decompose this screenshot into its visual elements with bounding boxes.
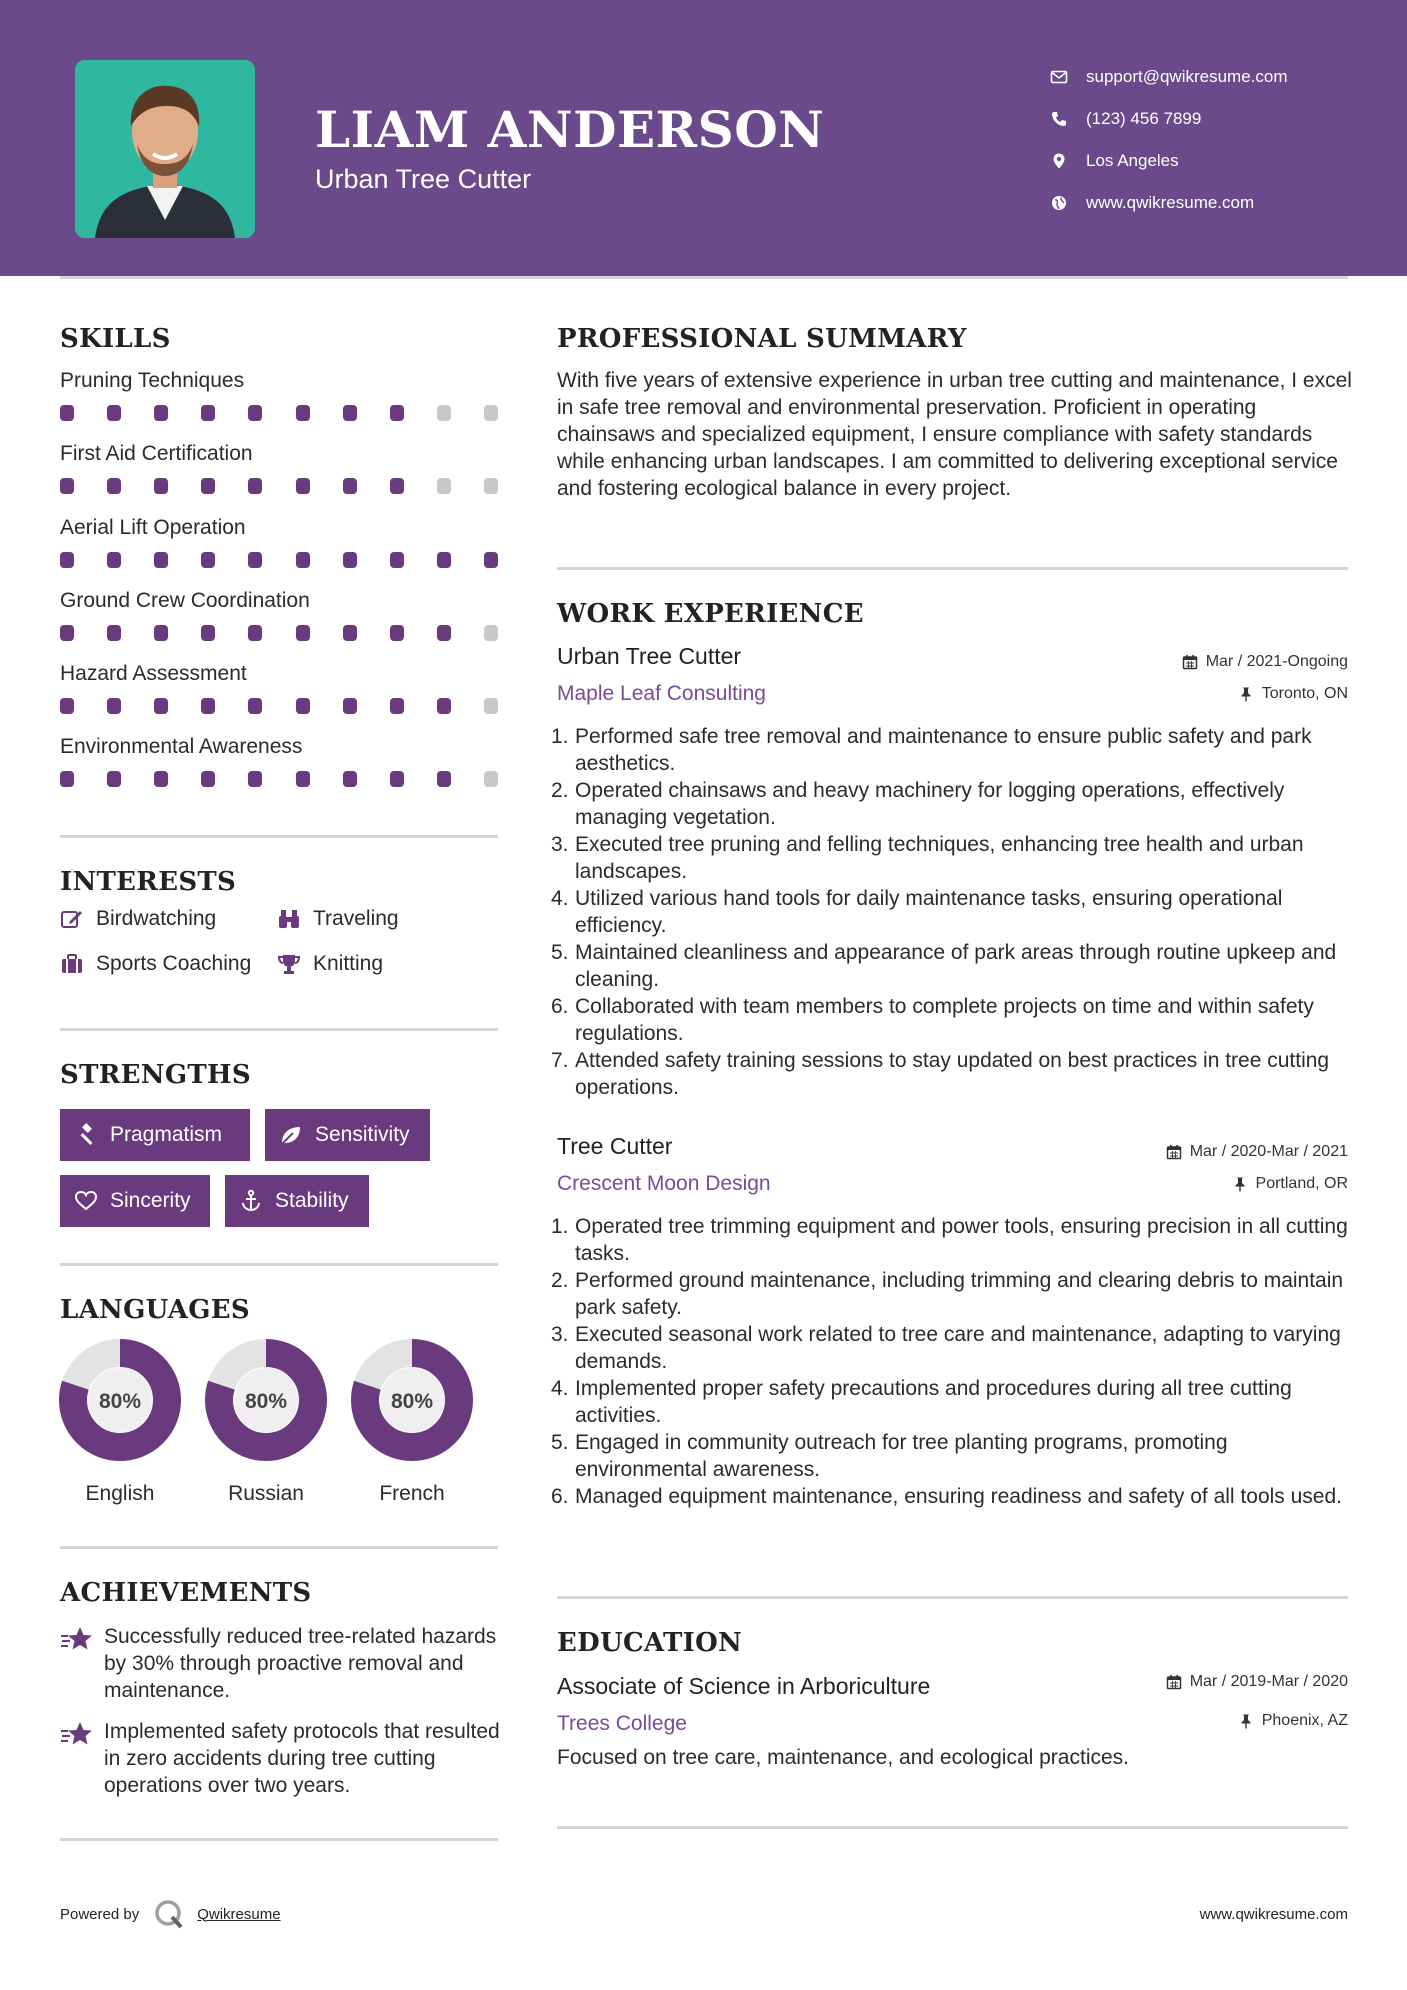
job-title: Tree Cutter	[557, 1133, 673, 1159]
job-title: Urban Tree Cutter	[557, 643, 742, 669]
duty-number: 2.	[551, 779, 569, 802]
skill-rating	[60, 625, 498, 641]
skill-label: Hazard Assessment	[60, 662, 247, 685]
location-pin-icon	[1050, 152, 1068, 170]
contact-email[interactable]	[1050, 56, 1288, 98]
skill-rating-dot	[201, 552, 215, 568]
skill-rating-dot	[248, 771, 262, 787]
skill-rating-dot	[248, 625, 262, 641]
binoculars-icon	[277, 908, 301, 930]
duty-text: Operated chainsaws and heavy machinery for logging operations, effectively managing vegetation.	[575, 779, 1285, 829]
language-percent: 80%	[390, 1390, 434, 1413]
candidate-name: LIAM ANDERSON	[315, 100, 825, 159]
achievement-text: Successfully reduced tree-related hazards by 30% through proactive removal and maintenance.	[104, 1625, 497, 1702]
strength-badge	[60, 1175, 210, 1227]
skill-rating-dot	[437, 625, 451, 641]
interests-divider	[60, 1028, 498, 1031]
language-proficiency-ring	[59, 1339, 181, 1461]
calendar-icon	[1166, 1144, 1182, 1160]
profile-photo	[75, 60, 255, 238]
duty-number: 6.	[551, 995, 569, 1018]
qwikresume-link[interactable]: Qwikresume	[197, 1905, 281, 1923]
duty-item	[551, 885, 1357, 939]
duty-text: Executed seasonal work related to tree care and maintenance, adapting to varying demands.	[575, 1323, 1341, 1373]
avatar	[75, 60, 255, 238]
language-item	[351, 1339, 473, 1506]
achievement-item	[60, 1718, 510, 1799]
interest-label: Sports Coaching	[96, 952, 252, 975]
job-company: Crescent Moon Design	[557, 1172, 771, 1195]
job-duties	[551, 723, 1357, 1101]
interest-label: Birdwatching	[96, 907, 217, 930]
skill-rating-dot	[154, 405, 168, 421]
calendar-icon	[1182, 654, 1198, 670]
education-location	[1238, 1712, 1348, 1730]
pushpin-icon	[1232, 1176, 1248, 1192]
contact-location-text: Los Angeles	[1086, 151, 1179, 170]
skills-heading: SKILLS	[60, 324, 171, 354]
language-item	[205, 1339, 327, 1506]
skill-rating-dot	[154, 771, 168, 787]
footer-website[interactable]: www.qwikresume.com	[1199, 1906, 1348, 1923]
skill-item	[60, 369, 500, 421]
star-icon	[60, 1625, 94, 1655]
strength-label: Sensitivity	[315, 1123, 410, 1146]
languages-divider	[60, 1546, 498, 1549]
skill-rating-dot	[437, 405, 451, 421]
education-description: Focused on tree care, maintenance, and ecological practices.	[557, 1746, 1129, 1769]
duty-text: Collaborated with team members to complete projects on time and within safety regulations.	[575, 995, 1314, 1045]
achievement-text: Implemented safety protocols that resulted in zero accidents during tree cutting operations over two years.	[104, 1720, 500, 1797]
skill-rating-dot	[390, 405, 404, 421]
job-location-text: Portland, OR	[1255, 1175, 1348, 1192]
duty-text: Implemented proper safety precautions and procedures during all tree cutting activities.	[575, 1377, 1292, 1427]
duty-number: 5.	[551, 941, 569, 964]
skill-rating-dot	[343, 698, 357, 714]
skill-rating-dot	[154, 552, 168, 568]
duty-number: 2.	[551, 1269, 569, 1292]
duty-item	[551, 777, 1357, 831]
contact-website[interactable]	[1050, 182, 1288, 224]
skill-rating	[60, 478, 498, 494]
skill-rating-dot	[343, 625, 357, 641]
skill-rating-dot	[107, 698, 121, 714]
skill-rating-dot	[343, 405, 357, 421]
job-location-text: Toronto, ON	[1261, 685, 1348, 702]
interest-item	[60, 907, 216, 931]
skill-rating-dot	[390, 698, 404, 714]
pushpin-icon	[1238, 686, 1254, 702]
skill-rating-dot	[154, 478, 168, 494]
duty-item	[551, 1213, 1357, 1267]
briefcase-icon	[60, 953, 84, 975]
education-school: Trees College	[557, 1712, 687, 1735]
education-divider	[557, 1826, 1348, 1829]
summary-text: With five years of extensive experience in urban tree cutting and maintenance, I excel in safe tree removal and environmental preservation. Proficient in operating chainsaws and specialized equipment, I ensure compliance with safety standards while enhancing urban landscapes. I am committed to delivering exceptional service and fostering ecological balance in every project.	[557, 369, 1352, 500]
duty-item	[551, 831, 1357, 885]
skill-rating-dot	[60, 478, 74, 494]
duty-text: Performed ground maintenance, including trimming and clearing debris to maintain park safety.	[575, 1269, 1344, 1319]
duty-item	[551, 1267, 1357, 1321]
globe-icon	[1050, 194, 1068, 212]
header-banner	[0, 0, 1407, 276]
experience-heading: WORK EXPERIENCE	[557, 599, 864, 629]
duty-text: Maintained cleanliness and appearance of park areas through routine upkeep and cleaning.	[575, 941, 1337, 991]
contact-website-text: www.qwikresume.com	[1086, 193, 1255, 212]
duty-number: 4.	[551, 887, 569, 910]
skill-rating-dot	[107, 771, 121, 787]
skill-rating-dot	[248, 552, 262, 568]
skill-label: Pruning Techniques	[60, 369, 245, 392]
education-date-text: Mar / 2019-Mar / 2020	[1189, 1673, 1348, 1690]
job-location	[1238, 685, 1348, 703]
strengths-divider	[60, 1263, 498, 1266]
language-item	[59, 1339, 181, 1506]
languages-heading: LANGUAGES	[60, 1295, 250, 1325]
skill-rating-dot	[296, 478, 310, 494]
duty-number: 6.	[551, 1485, 569, 1508]
skill-rating-dot	[390, 771, 404, 787]
skill-rating-dot	[60, 771, 74, 787]
skill-rating-dot	[248, 698, 262, 714]
strength-label: Pragmatism	[110, 1123, 223, 1146]
duty-number: 1.	[551, 725, 569, 748]
job-date	[1166, 1143, 1348, 1161]
skill-rating-dot	[107, 625, 121, 641]
language-name: Russian	[228, 1482, 304, 1505]
duty-text: Operated tree trimming equipment and power tools, ensuring precision in all cutting tasks.	[575, 1215, 1348, 1265]
skill-label: Environmental Awareness	[60, 735, 303, 758]
skill-rating-dot	[296, 552, 310, 568]
education-location-text: Phoenix, AZ	[1261, 1712, 1348, 1729]
language-name: French	[379, 1482, 445, 1505]
trophy-icon	[277, 953, 301, 975]
education-date	[1166, 1673, 1348, 1691]
leaf-icon	[279, 1123, 303, 1147]
contact-email-text: support@qwikresume.com	[1086, 67, 1288, 86]
skill-rating-dot	[201, 771, 215, 787]
skill-rating-dot	[248, 478, 262, 494]
duty-text: Managed equipment maintenance, ensuring readiness and safety of all tools used.	[575, 1485, 1342, 1508]
duty-item	[551, 939, 1357, 993]
skill-rating-dot	[343, 552, 357, 568]
gavel-icon	[74, 1123, 98, 1147]
job-company: Maple Leaf Consulting	[557, 682, 766, 705]
skill-rating	[60, 552, 498, 568]
contact-list	[1050, 56, 1288, 224]
skill-rating-dot	[390, 552, 404, 568]
duty-item	[551, 1375, 1357, 1429]
skill-label: Aerial Lift Operation	[60, 516, 246, 539]
skill-rating-dot	[154, 625, 168, 641]
skill-rating-dot	[154, 698, 168, 714]
skill-item	[60, 662, 500, 714]
skill-rating-dot	[484, 478, 498, 494]
language-percent: 80%	[244, 1390, 288, 1413]
skill-item	[60, 589, 500, 641]
duty-text: Performed safe tree removal and maintenance to ensure public safety and park aesthetics.	[575, 725, 1312, 775]
footer-powered-by	[60, 1898, 281, 1930]
strengths-heading: STRENGTHS	[60, 1060, 251, 1090]
duty-item	[551, 1483, 1357, 1510]
pencil-square-icon	[60, 908, 84, 930]
strength-label: Stability	[275, 1189, 349, 1212]
summary-divider	[557, 567, 1348, 570]
duty-number: 1.	[551, 1215, 569, 1238]
skill-rating-dot	[437, 478, 451, 494]
skill-rating-dot	[484, 698, 498, 714]
skill-rating-dot	[390, 625, 404, 641]
skill-rating-dot	[107, 478, 121, 494]
envelope-icon	[1050, 68, 1068, 86]
skill-rating-dot	[60, 625, 74, 641]
skill-rating-dot	[201, 625, 215, 641]
duty-text: Attended safety training sessions to stay updated on best practices in tree cutting operations.	[575, 1049, 1330, 1099]
achievements-divider	[60, 1838, 498, 1841]
skill-item	[60, 442, 500, 494]
skill-rating-dot	[248, 405, 262, 421]
duty-text: Engaged in community outreach for tree planting programs, promoting environmental awareness.	[575, 1431, 1228, 1481]
education-degree: Associate of Science in Arboriculture	[557, 1673, 931, 1699]
strength-badge	[265, 1109, 430, 1161]
summary-heading: PROFESSIONAL SUMMARY	[557, 324, 967, 354]
contact-location	[1050, 140, 1288, 182]
duty-number: 5.	[551, 1431, 569, 1454]
job-duties	[551, 1213, 1357, 1510]
duty-item	[551, 1321, 1357, 1375]
strength-label: Sincerity	[110, 1189, 191, 1212]
job-date	[1182, 653, 1348, 671]
pushpin-icon	[1238, 1713, 1254, 1729]
job-location	[1232, 1175, 1348, 1193]
strength-badge	[60, 1109, 250, 1161]
skill-item	[60, 735, 500, 787]
skill-rating-dot	[107, 405, 121, 421]
skill-rating-dot	[60, 552, 74, 568]
duty-number: 4.	[551, 1377, 569, 1400]
skill-rating-dot	[484, 405, 498, 421]
powered-by-text: Powered by	[60, 1905, 140, 1923]
achievement-item	[60, 1623, 510, 1704]
skill-rating-dot	[296, 625, 310, 641]
interest-item	[60, 952, 251, 976]
calendar-icon	[1166, 1674, 1182, 1690]
duty-item	[551, 723, 1357, 777]
candidate-role: Urban Tree Cutter	[315, 164, 532, 194]
skill-rating	[60, 405, 498, 421]
skill-item	[60, 516, 500, 568]
contact-phone[interactable]	[1050, 98, 1288, 140]
phone-icon	[1050, 110, 1068, 128]
skill-rating-dot	[201, 478, 215, 494]
skill-rating-dot	[107, 552, 121, 568]
star-icon	[60, 1720, 94, 1750]
duty-text: Utilized various hand tools for daily maintenance tasks, ensuring operational efficiency.	[575, 887, 1283, 937]
skill-rating-dot	[296, 698, 310, 714]
skill-rating-dot	[484, 552, 498, 568]
anchor-icon	[239, 1189, 263, 1213]
duty-item	[551, 993, 1357, 1047]
skill-rating-dot	[437, 771, 451, 787]
language-proficiency-ring	[351, 1339, 473, 1461]
skill-rating-dot	[201, 405, 215, 421]
strength-badge	[225, 1175, 369, 1227]
skills-divider	[60, 835, 498, 838]
interests-heading: INTERESTS	[60, 867, 237, 897]
language-percent: 80%	[98, 1390, 142, 1413]
duty-number: 7.	[551, 1049, 569, 1072]
header-divider	[60, 276, 1348, 279]
duty-number: 3.	[551, 833, 569, 856]
duty-number: 3.	[551, 1323, 569, 1346]
skill-rating-dot	[390, 478, 404, 494]
job-date-text: Mar / 2021-Ongoing	[1205, 653, 1348, 670]
interest-label: Knitting	[313, 952, 384, 975]
interest-item	[277, 952, 383, 976]
skill-rating-dot	[343, 771, 357, 787]
skill-label: Ground Crew Coordination	[60, 589, 310, 612]
qwikresume-logo-icon	[153, 1898, 185, 1930]
experience-divider	[557, 1596, 1348, 1599]
skill-rating-dot	[296, 771, 310, 787]
skill-rating-dot	[343, 478, 357, 494]
contact-phone-text: (123) 456 7899	[1086, 109, 1202, 128]
skill-rating-dot	[484, 771, 498, 787]
skill-rating-dot	[296, 405, 310, 421]
skill-rating-dot	[60, 698, 74, 714]
language-name: English	[85, 1482, 155, 1505]
education-heading: EDUCATION	[557, 1628, 743, 1658]
skill-rating-dot	[201, 698, 215, 714]
duty-item	[551, 1429, 1357, 1483]
skill-label: First Aid Certification	[60, 442, 253, 465]
heart-icon	[74, 1189, 98, 1213]
skill-rating-dot	[60, 405, 74, 421]
job-date-text: Mar / 2020-Mar / 2021	[1189, 1143, 1348, 1160]
achievements-heading: ACHIEVEMENTS	[60, 1578, 312, 1608]
skill-rating	[60, 698, 498, 714]
interest-label: Traveling	[313, 907, 399, 930]
skill-rating-dot	[484, 625, 498, 641]
duty-item	[551, 1047, 1357, 1101]
interest-item	[277, 907, 399, 931]
language-proficiency-ring	[205, 1339, 327, 1461]
skill-rating-dot	[437, 698, 451, 714]
skill-rating	[60, 771, 498, 787]
duty-text: Executed tree pruning and felling techniques, enhancing tree health and urban landscapes.	[575, 833, 1304, 883]
skill-rating-dot	[437, 552, 451, 568]
